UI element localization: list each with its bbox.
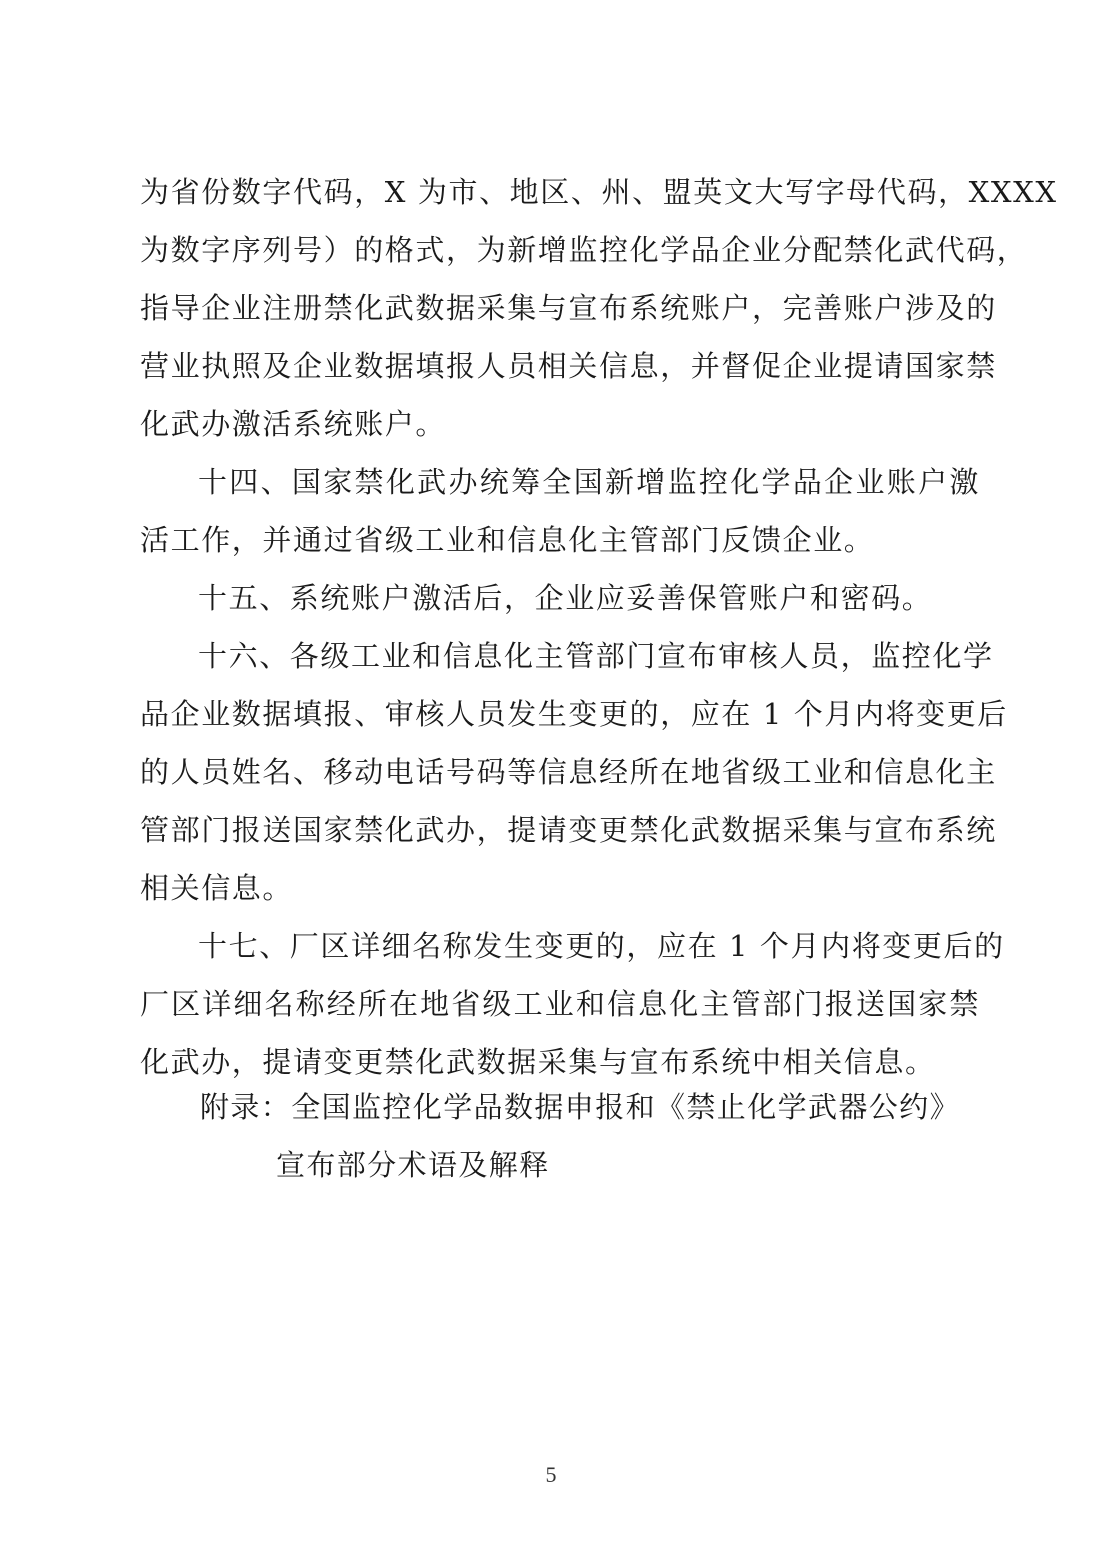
text-line: 化武办激活系统账户。: [140, 407, 447, 441]
text-line: 为省份数字代码，X 为市、地区、州、盟英文大写字母代码，XXXX: [140, 175, 1058, 209]
page-number: 5: [545, 1462, 557, 1487]
text-line: 营业执照及企业数据填报人员相关信息，并督促企业提请国家禁: [140, 349, 997, 383]
text-line: 的人员姓名、移动电话号码等信息经所在地省级工业和信息化主: [140, 755, 997, 789]
appendix-title-continuation: 宣布部分术语及解释: [276, 1148, 550, 1182]
text-line: 指导企业注册禁化武数据采集与宣布系统账户，完善账户涉及的: [140, 291, 997, 325]
text-line: 为数字序列号）的格式，为新增监控化学品企业分配禁化武代码，: [140, 233, 1028, 267]
text-line: 厂区详细名称经所在地省级工业和信息化主管部门报送国家禁: [140, 987, 980, 1021]
text-line: 化武办，提请变更禁化武数据采集与宣布系统中相关信息。: [140, 1045, 936, 1079]
document-body: [140, 163, 1058, 1091]
text-line: 相关信息。: [140, 871, 294, 905]
text-line: 品企业数据填报、审核人员发生变更的，应在 1 个月内将变更后: [140, 697, 1008, 731]
text-line: 十四、国家禁化武办统筹全国新增监控化学品企业账户激: [198, 465, 980, 499]
text-line: 十六、各级工业和信息化主管部门宣布审核人员，监控化学: [198, 639, 994, 673]
text-line: 十七、厂区详细名称发生变更的，应在 1 个月内将变更后的: [198, 929, 1005, 963]
text-line: 管部门报送国家禁化武办，提请变更禁化武数据采集与宣布系统: [140, 813, 997, 847]
appendix-note: [200, 1078, 960, 1194]
text-line: 活工作，并通过省级工业和信息化主管部门反馈企业。: [140, 523, 875, 557]
appendix-title: 附录：全国监控化学品数据申报和《禁止化学武器公约》: [200, 1090, 961, 1124]
text-line: 十五、系统账户激活后，企业应妥善保管账户和密码。: [198, 581, 933, 615]
